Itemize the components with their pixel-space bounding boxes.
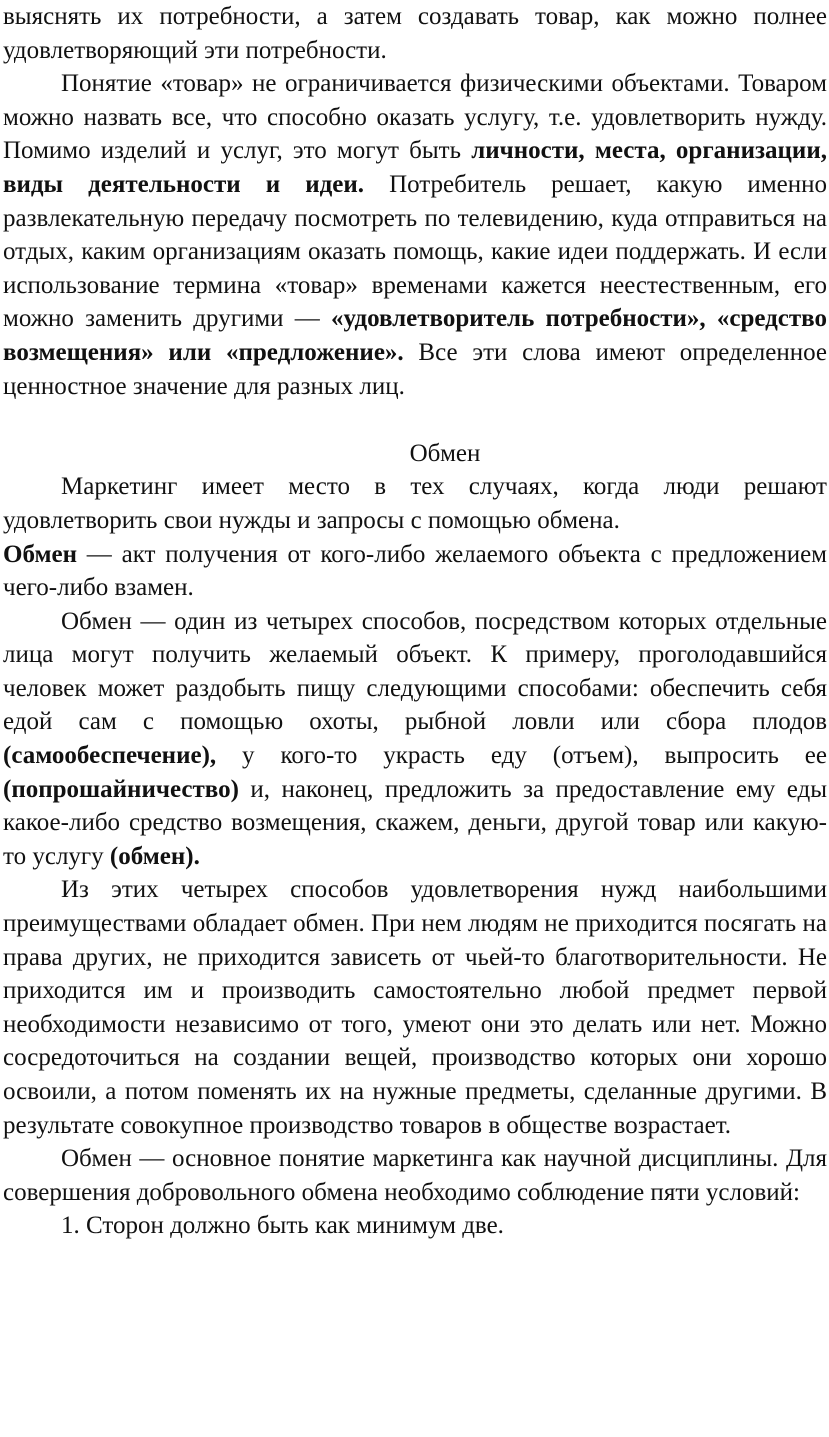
paragraph-text: Обмен — один из четырех способов, посредством которых отдельные лица могут получить желаемый объект. К примеру, проголодавшийся человек может раздобыть пищу следующими способами: обеспечить себя едой сам с помощью охоты, рыбной ловли или сбора плодов (3, 607, 827, 736)
paragraph-text: Потребитель решает, какую именно развлекательную передачу посмотреть по телевидению, куда отправиться на отдых, каким организациям оказать помощь, какие идеи поддержать. И если использование термина «товар» временами кажется неестественным, его можно заменить другими — (3, 170, 827, 333)
paragraph-continuation (3, 0, 827, 67)
paragraph-text: у кого-то украсть еду (отъем), выпросить ее (216, 742, 827, 770)
section-heading: Обмен (409, 439, 481, 467)
list-item (3, 1209, 827, 1243)
paragraph-text: Маркетинг имеет место в тех случаях, когда люди решают удовлетворить свои нужды и запросы с помощью обмена. (3, 473, 827, 534)
bold-text: личности, места, организации, виды деятельности и идеи. (3, 137, 827, 198)
paragraph-text: и, наконец, предложить за предоставление ему еды какое-либо средство возмещения, скажем, деньги, другой товар или какую-то услугу (3, 775, 827, 870)
paragraph-conditions (3, 1142, 827, 1209)
bold-text: (самообеспечение), (3, 742, 217, 770)
bold-text: «удовлетворитель потребности», «средство возмещения» или «предложение». (3, 305, 827, 366)
paragraph-four-ways (3, 605, 827, 874)
paragraph-text: Обмен — основное понятие маркетинга как научной дисциплины. Для совершения добровольного обмена необходимо соблюдение пяти условий: (3, 1145, 827, 1206)
paragraph-product-concept (3, 67, 827, 403)
bold-text: (обмен). (109, 842, 200, 870)
paragraph-text: Понятие «товар» не ограничивается физическими объектами. Товаром можно назвать все, что способно оказать услугу, т.е. удовлетворить нужду. Помимо изделий и услуг, это могут быть (3, 70, 827, 165)
definition-block (3, 538, 827, 605)
section-gap (3, 403, 827, 437)
paragraph-text: Из этих четырех способов удовлетворения нужд наибольшими преимуществами обладает обмен. При нем людям не приходится посягать на права других, не приходится зависеть от чьей-то благотворительности. Не приходится им и производить самостоятельно любой предмет первой необходимости независимо от того, умеют они это делать или нет. Можно сосредоточиться на создании вещей, производство которых они хорошо освоили, а потом поменять их на нужные предметы, сделанные другими. В результате совокупное производство товаров в обществе возрастает. (3, 876, 827, 1139)
paragraph-text: Все эти слова имеют определенное ценностное значение для разных лиц. (3, 338, 828, 400)
list-item-text: 1. Сторон должно быть как минимум две. (61, 1212, 504, 1240)
paragraph-marketing-exchange (3, 470, 827, 537)
definition-term: Обмен (3, 540, 77, 568)
bold-text: (попрошайничество) (3, 775, 239, 803)
paragraph-advantages (3, 873, 827, 1142)
definition-text: — акт получения от кого-либо желаемого объекта с предложением чего-либо взамен. (3, 540, 827, 602)
paragraph-text: выяснять их потребности, а затем создавать товар, как можно полнее удовлетворяющий эти потребности. (3, 3, 827, 64)
